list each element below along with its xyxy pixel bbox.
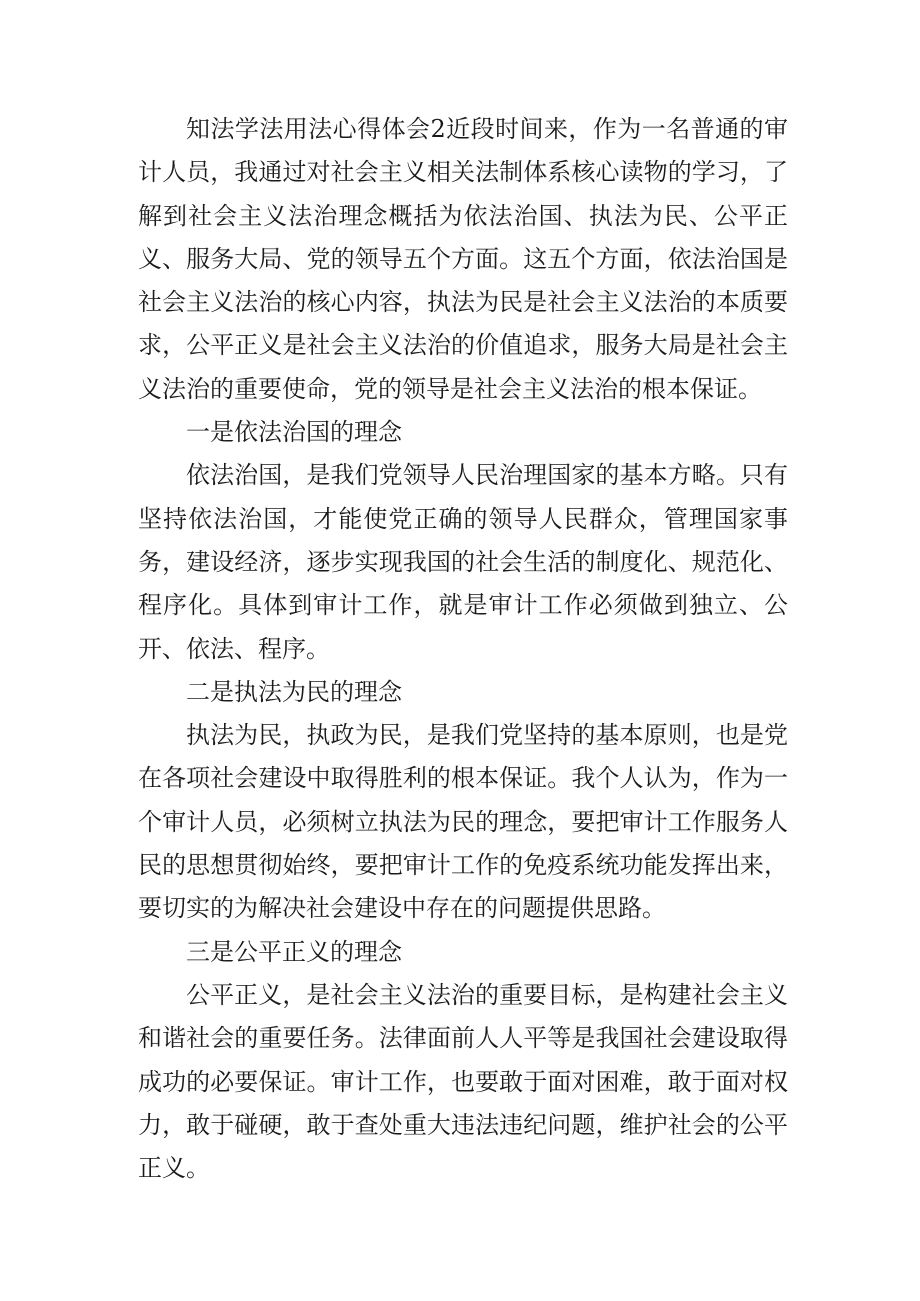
section-body-law-for-people: 执法为民，执政为民，是我们党坚持的基本原则，也是党在各项社会建设中取得胜利的根本保证。我个人认为，作为一个审计人员，必须树立执法为民的理念，要把审计工作服务人民的思想贯彻始终，要把审计工作的免疫系统功能发挥出来，要切实的为解决社会建设中存在的问题提供思路。 [138, 721, 788, 923]
section-heading-law-for-people: 二是执法为民的理念 [186, 677, 402, 706]
intro-paragraph: 知法学法用法心得体会2近段时间来，作为一名普通的审计人员，我通过对社会主义相关法制体系核心读物的学习，了解到社会主义法治理念概括为依法治国、执法为民、公平正义、服务大局、党的领导五个方面。这五个方面，依法治国是社会主义法治的核心内容，执法为民是社会主义法治的本质要求，公平正义是社会主义法治的价值追求，服务大局是社会主义法治的重要使命，党的领导是社会主义法治的根本保证。 [138, 115, 788, 403]
section-body-rule-of-law: 依法治国，是我们党领导人民治理国家的基本方略。只有坚持依法治国，才能使党正确的领导人民群众，管理国家事务，建设经济，逐步实现我国的社会生活的制度化、规范化、程序化。具体到审计工作，就是审计工作必须做到独立、公开、依法、程序。 [138, 461, 788, 663]
section-heading-fairness-justice: 三是公平正义的理念 [186, 937, 402, 966]
document-body [138, 108, 788, 1190]
section-body-fairness-justice: 公平正义，是社会主义法治的重要目标，是构建社会主义和谐社会的重要任务。法律面前人人平等是我国社会建设取得成功的必要保证。审计工作，也要敢于面对困难，敢于面对权力，敢于碰硬，敢于查处重大违法违纪问题，维护社会的公平正义。 [138, 980, 788, 1183]
section-heading-rule-of-law: 一是依法治国的理念 [186, 418, 402, 447]
